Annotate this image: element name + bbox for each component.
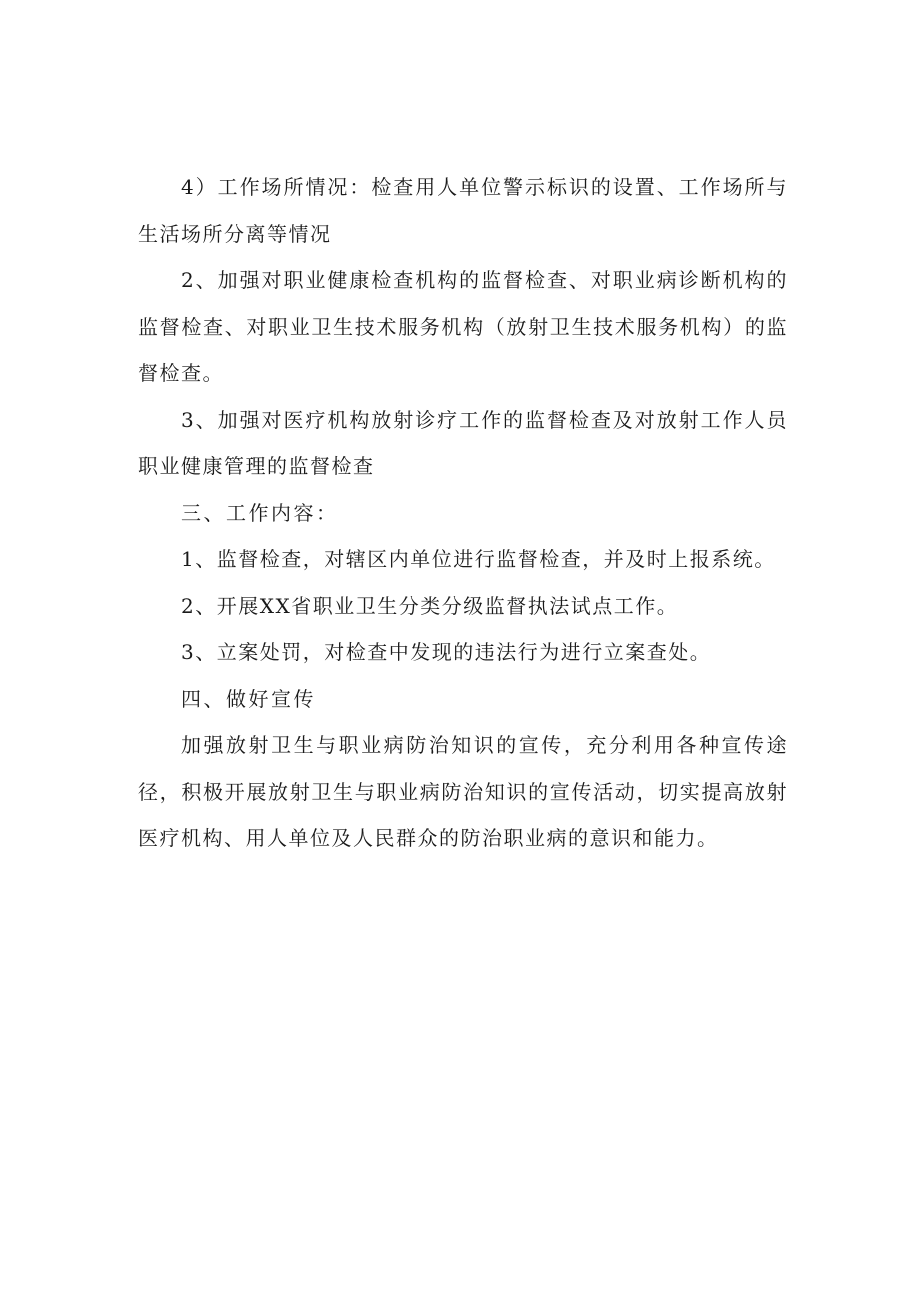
paragraph-medical-radiation-supervision: 3、加强对医疗机构放射诊疗工作的监督检查及对放射工作人员职业健康管理的监督检查 bbox=[138, 407, 788, 478]
paragraph-workplace-check: 4）工作场所情况：检查用人单位警示标识的设置、工作场所与生活场所分离等情况 bbox=[138, 175, 788, 246]
document-body bbox=[138, 164, 788, 862]
paragraph-publicity-details: 加强放射卫生与职业病防治知识的宣传，充分利用各种宣传途径，积极开展放射卫生与职业病防治知识的宣传活动，切实提高放射医疗机构、用人单位及人民群众的防治职业病的意识和能力。 bbox=[138, 733, 788, 850]
paragraph-case-penalty: 3、立案处罚，对检查中发现的违法行为进行立案查处。 bbox=[181, 640, 712, 664]
paragraph-supervision-inspection: 1、监督检查，对辖区内单位进行监督检查，并及时上报系统。 bbox=[181, 547, 776, 571]
paragraph-pilot-work: 2、开展XX省职业卫生分类分级监督执法试点工作。 bbox=[181, 593, 679, 618]
section-heading-work-content: 三、工作内容： bbox=[181, 500, 339, 525]
paragraph-health-institution-supervision: 2、加强对职业健康检查机构的监督检查、对职业病诊断机构的监督检查、对职业卫生技术服务机构（放射卫生技术服务机构）的监督检查。 bbox=[138, 268, 788, 385]
section-heading-publicity: 四、做好宣传 bbox=[181, 686, 316, 711]
